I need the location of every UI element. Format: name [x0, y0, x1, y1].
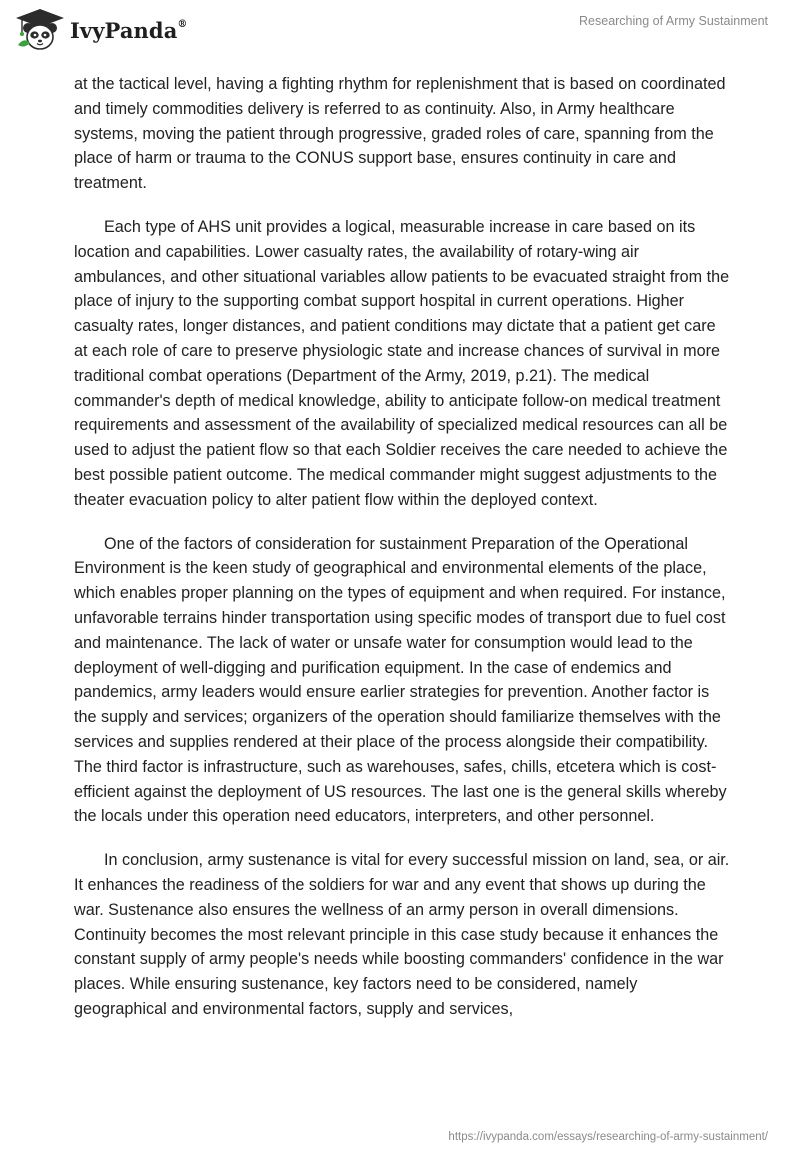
brand-name: IvyPanda® — [70, 17, 188, 43]
paragraph: Each type of AHS unit provides a logical, measurable increase in care based on its location and capabilities. Lower casualty rates, the availability of rotary-wing air ambulances, and other situational variables allow patients to be evacuated straight from the place of injury to the supporting combat support hospital in current operations. Higher casualty rates, longer distances, and patient conditions may dictate that a patient get care at each role of care to preserve physiologic state and increase chances of survival in more traditional combat operations (Department of the Army, 2019, p.21). The medical commander's depth of medical knowledge, ability to anticipate follow-on medical treatment requirements and assessment of the availability of specialized medical resources can all be used to adjust the patient flow so that each Soldier receives the care needed to achieve the best possible patient outcome. The medical commander might suggest adjustments to the theater evacuation policy to alter patient flow within the deployed context. — [74, 217, 730, 509]
source-url-link[interactable]: https://ivypanda.com/essays/researching-of-army-sustainment/ — [448, 1131, 768, 1143]
paragraph: at the tactical level, having a fighting rhythm for replenishment that is based on coordinated and timely commodities delivery is referred to as continuity. Also, in Army healthcare systems, moving the patient through progressive, graded roles of care, spanning from the place of harm or trauma to the CONUS support base, ensures continuity in care and treatment. — [74, 75, 726, 193]
essay-body — [74, 72, 730, 1041]
paragraph: In conclusion, army sustenance is vital for every successful mission on land, sea, or air. It enhances the readiness of the soldiers for war and any event that shows up during the war. Sustenance also ensures the wellness of an army person in overall dimensions. Continuity becomes the most relevant principle in this case study because it enhances the constant supply of army people's needs while boosting commanders' confidence in the war places. While ensuring sustenance, key factors need to be considered, namely geographical and environmental factors, supply and services, — [74, 851, 730, 1018]
panda-graduate-icon — [14, 7, 66, 51]
page-header — [0, 0, 800, 60]
paragraph: One of the factors of consideration for sustainment Preparation of the Operational Environment is the keen study of geographical and environmental elements of the place, which enables proper planning on the types of equipment and when required. For instance, unfavorable terrains hinder transportation using specific modes of transport due to fuel cost and maintenance. The lack of water or unsafe water for consumption would lead to the deployment of well-digging and purification equipment. In the case of endemics and pandemics, army leaders would ensure earlier strategies for prevention. Another factor is the supply and services; organizers of the operation should familiarize themselves with the services and supplies rendered at their place of the process alongside their compatibility. The third factor is infrastructure, such as warehouses, safes, chills, etcetera which is cost-efficient against the deployment of US resources. The last one is the general skills whereby the locals under this operation need educators, interpreters, and other personnel. — [74, 534, 727, 826]
document-title: Researching of Army Sustainment — [579, 14, 768, 28]
ivypanda-logo[interactable] — [14, 7, 188, 51]
